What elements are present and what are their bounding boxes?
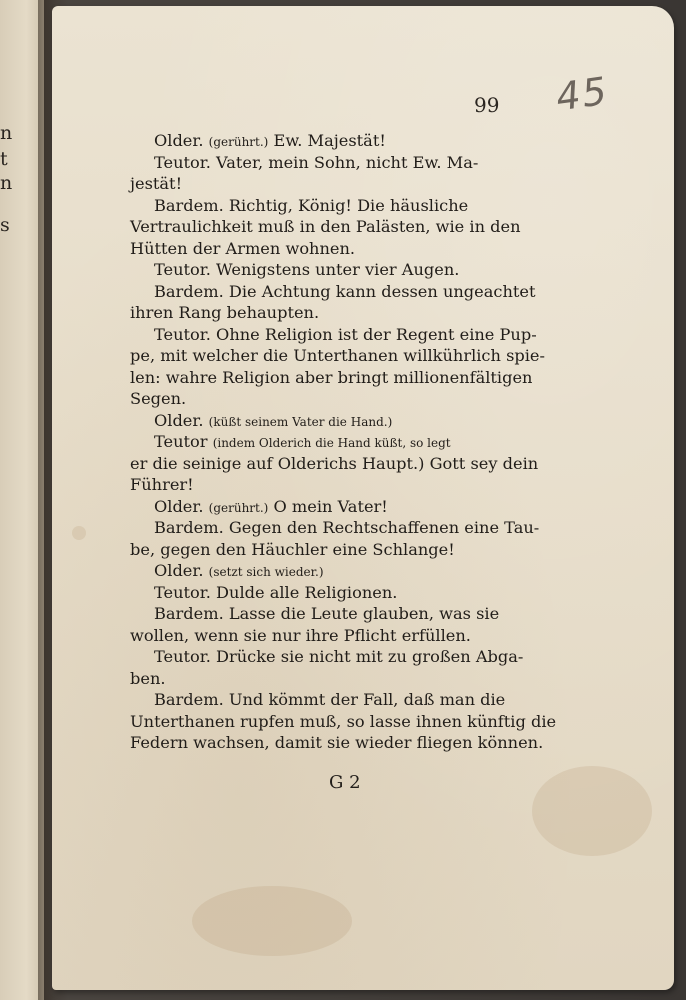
text-line: Bardem. Die Achtung kann dessen ungeachtet	[154, 281, 536, 301]
book-page	[52, 6, 674, 990]
text-line: Older. (setzt sich wieder.)	[154, 561, 324, 580]
text-line: pe, mit welcher die Unterthanen willkührlich spie-	[130, 346, 545, 365]
text-line: Teutor. Vater, mein Sohn, nicht Ew. Ma-	[154, 152, 479, 172]
left-page-fragment: n	[0, 122, 13, 144]
text-line: Teutor (indem Olderich die Hand küßt, so legt	[154, 432, 451, 451]
text-line: Vertraulichkeit muß in den Palästen, wie in den	[130, 217, 521, 236]
text-line: er die seinige auf Olderichs Haupt.) Gott sey dein	[130, 453, 539, 473]
text-line: Segen.	[130, 389, 187, 408]
text-line: jestät!	[130, 174, 183, 193]
left-page-fragment: t	[0, 148, 8, 170]
text-line: Teutor. Ohne Religion ist der Regent eine Pup-	[154, 324, 537, 344]
paper-stain	[72, 526, 86, 540]
text-line: Older. (gerührt.) O mein Vater!	[154, 496, 388, 516]
text-line: Bardem. Und kömmt der Fall, daß man die	[154, 690, 506, 709]
text-line: Hütten der Armen wohnen.	[130, 238, 356, 258]
signature-catchword: G 2	[329, 772, 361, 793]
text-line: wollen, wenn sie nur ihre Pflicht erfüllen.	[130, 625, 471, 645]
left-page-fragment: s	[0, 214, 10, 236]
text-line: Unterthanen rupfen muß, so lasse ihnen künftig die	[130, 711, 557, 731]
left-page-fragment: n	[0, 172, 13, 194]
text-line: ben.	[130, 668, 166, 688]
text-line: Older. (gerührt.) Ew. Majestät!	[154, 131, 386, 150]
text-line: Bardem. Richtig, König! Die häusliche	[154, 195, 469, 215]
text-line: Führer!	[130, 475, 194, 494]
text-line: Bardem. Lasse die Leute glauben, was sie	[154, 604, 500, 623]
page-number: 99	[474, 93, 500, 117]
text-line: Older. (küßt seinem Vater die Hand.)	[154, 410, 393, 430]
text-line: Teutor. Dulde alle Religionen.	[154, 582, 398, 602]
text-line: Teutor. Drücke sie nicht mit zu großen Abga-	[154, 647, 524, 666]
text-line: len: wahre Religion aber bringt millionenfältigen	[130, 367, 533, 387]
text-line: Bardem. Gegen den Rechtschaffenen eine Tau-	[154, 518, 540, 537]
paper-stain	[192, 886, 352, 956]
handwritten-archive-mark: 45	[553, 68, 612, 120]
text-line: ihren Rang behaupten.	[130, 303, 320, 322]
text-line: Federn wachsen, damit sie wieder fliegen können.	[130, 733, 544, 752]
text-line: be, gegen den Häuchler eine Schlange!	[130, 539, 455, 559]
text-line: Teutor. Wenigstens unter vier Augen.	[154, 260, 460, 279]
paper-stain	[532, 766, 652, 856]
page-body-text	[130, 130, 557, 754]
